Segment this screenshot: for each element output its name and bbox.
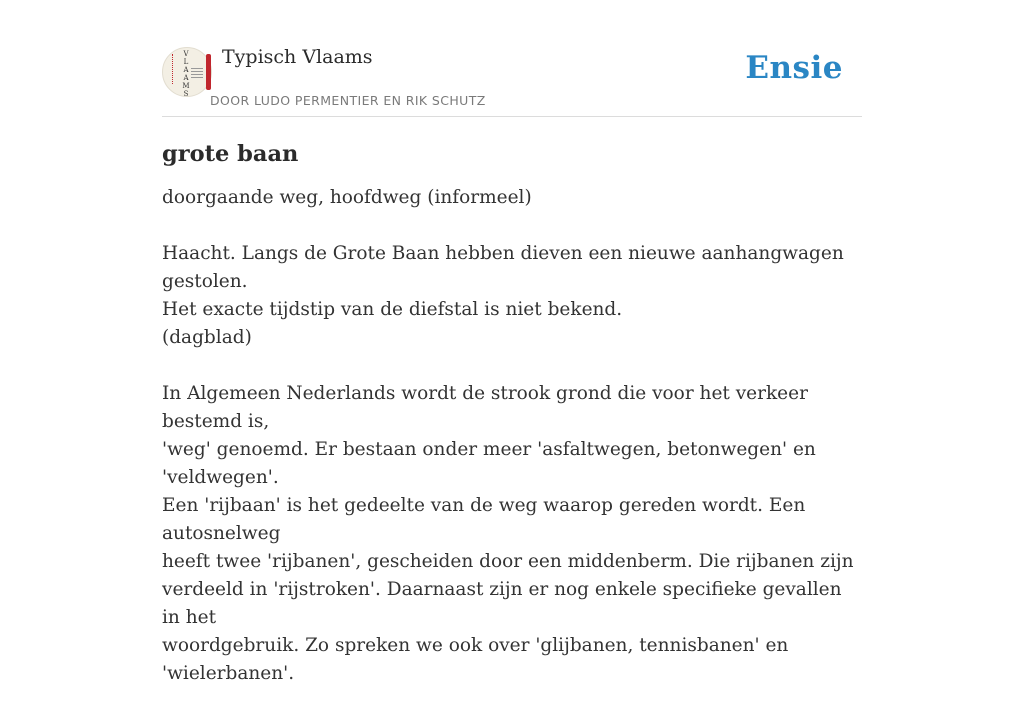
entry-definition: doorgaande weg, hoofdweg (informeel) [162, 187, 532, 208]
logo-lettering: V L A A M S [182, 50, 190, 98]
site-title[interactable]: Typisch Vlaams [222, 46, 373, 68]
entry-term: grote baan [162, 141, 299, 167]
logo-left-mark [172, 54, 176, 84]
example-line: Haacht. Langs de Grote Baan hebben dieven een nieuwe aanhangwagen gestolen. [162, 243, 844, 292]
explanation-line: 'weg' genoemd. Er bestaan onder meer 'asfaltwegen, betonwegen' en 'veldwegen'. [162, 439, 816, 488]
brand-logo-link[interactable]: Ensie [745, 50, 843, 86]
header [162, 44, 862, 117]
example-line: Het exacte tijdstip van de diefstal is niet bekend. [162, 299, 623, 320]
entry-explanation [162, 380, 862, 688]
explanation-line: verdeeld in 'rijstroken'. Daarnaast zijn er nog enkele specifieke gevallen in het [162, 579, 842, 628]
book-cover-logo[interactable] [162, 47, 212, 97]
explanation-line: In Algemeen Nederlands wordt de strook grond die voor het verkeer bestemd is, [162, 383, 808, 432]
explanation-line: heeft twee 'rijbanen', gescheiden door een middenberm. Die rijbanen zijn [162, 551, 854, 572]
logo-red-stripe [206, 54, 211, 90]
entry-example [162, 240, 862, 352]
logo-text-lines [191, 66, 203, 80]
example-source: (dagblad) [162, 327, 252, 348]
explanation-line: Een 'rijbaan' is het gedeelte van de weg waarop gereden wordt. Een autosnelweg [162, 495, 806, 544]
explanation-line: woordgebruik. Zo spreken we ook over 'glijbanen, tennisbanen' en 'wielerbanen'. [162, 635, 789, 684]
authors-byline: DOOR LUDO PERMENTIER EN RIK SCHUTZ [210, 93, 486, 108]
entry-content [162, 138, 862, 716]
